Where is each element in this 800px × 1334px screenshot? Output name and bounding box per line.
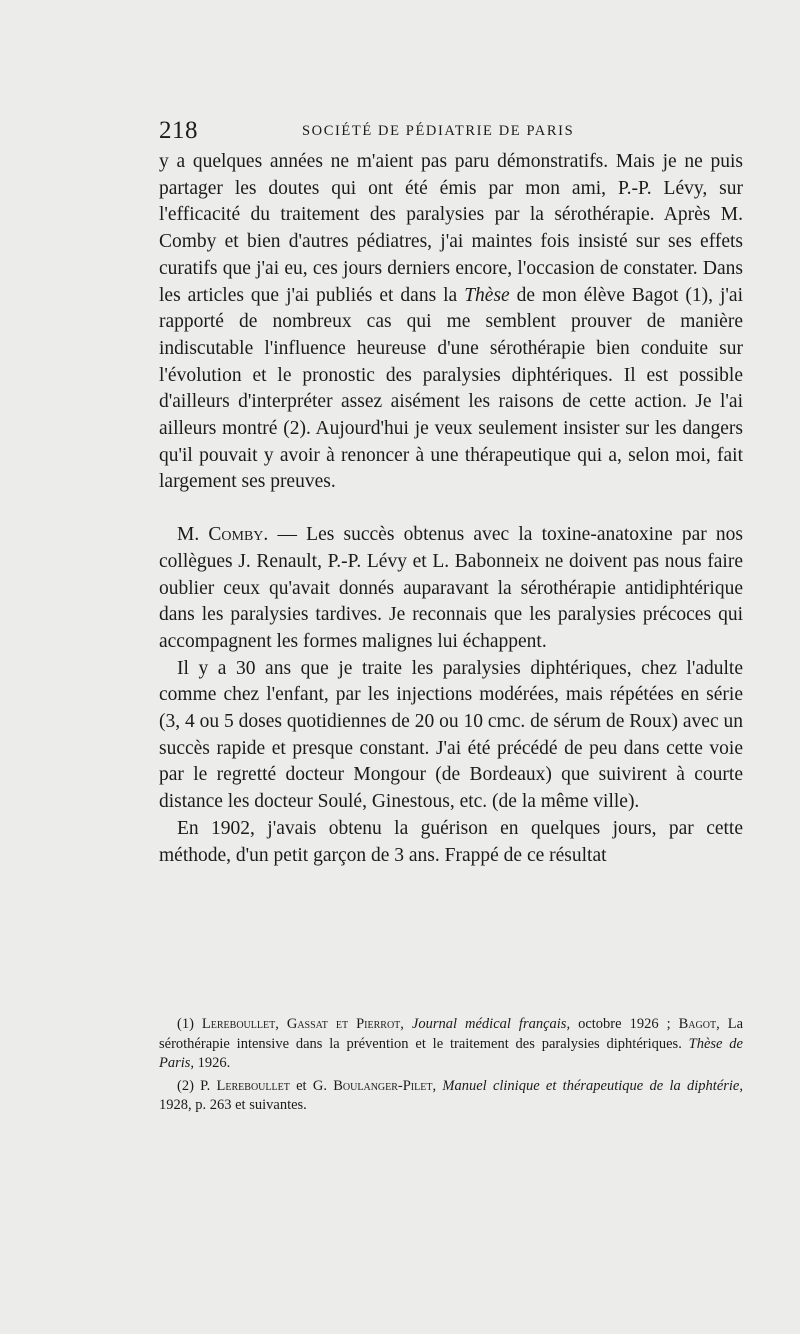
paragraph-3: Il y a 30 ans que je traite les paralysies diphtériques, chez l'adulte comme chez l'enfant, par les injections modérées, mais répétées en série (3, 4 ou 5 doses quotidiennes de 20 ou 10 cmc. de sérum de Roux) avec un succès rapide et presque constant. J'ai été précédé de peu dans cette voie par le regretté docteur Mongour (de Bordeaux) que suivirent à courte distance les docteur Soulé, Ginestous, etc. (de la même ville). (159, 657, 743, 813)
paragraph-4: En 1902, j'avais obtenu la guérison en quelques jours, par cette méthode, d'un petit garçon de 3 ans. Frappé de ce résultat (159, 817, 743, 866)
footnote-2-connector: et G. (289, 1077, 334, 1094)
footnote-2-title: Manuel clinique et thérapeutique de la diphtérie, (436, 1077, 743, 1094)
footnote-2 (159, 1077, 743, 1116)
paragraph-2-text: — Les succès obtenus avec la toxine-anatoxine par nos collègues J. Renault, P.-P. Lévy et L. Babonneix ne doivent pas nous faire oublier ceux qu'avait donnés auparavant la sérothérapie antidiphtérique dans les paralysies tardives. Je reconnais que les paralysies précoces qui accompagnent les formes malignes lui échappent. (159, 524, 743, 652)
paragraph-1-part-a: y a quelques années ne m'aient pas paru démonstratifs. Mais je ne puis partager les doutes qui ont été émis par mon ami, P.-P. Lévy, sur l'efficacité du traitement des paralysies par la sérothérapie. Après M. Comby et bien d'autres pédiatres, j'ai maintes fois insisté sur ses effets curatifs que j'ai eu, ces jours derniers encore, l'occasion de constater. Dans les articles que j'ai publiés et dans la (159, 151, 743, 306)
paragraph-1 (159, 149, 743, 496)
page-number: 218 (159, 117, 198, 144)
footnote-1 (159, 1015, 743, 1074)
thesis-italic: Thèse (464, 284, 510, 306)
footnote-1-year: 1926. (194, 1055, 231, 1071)
footnote-1-date: octobre 1926 ; (570, 1016, 679, 1032)
footnote-2-author-1: Lereboullet (216, 1077, 290, 1094)
footnote-1-marker: (1) (177, 1016, 202, 1032)
footnotes (159, 1015, 743, 1119)
paragraph-1-part-b: de mon élève Bagot (1), j'ai rapporté de nombreux cas qui me semblent prouver de manière indiscutable l'influence heureuse d'une sérothérapie bien conduite sur l'évolution et le pronostic des paralysies diphtériques. Il est possible d'ailleurs d'interpréter assez aisément les raisons de cette action. Je l'ai ailleurs montré (2). Aujourd'hui je veux seulement insister sur les dangers qu'il pouvait y avoir à renoncer à une thérapeutique qui a, selon moi, fait largement ses preuves. (159, 284, 743, 493)
footnote-2-author-2: Boulanger-Pilet, (333, 1077, 437, 1094)
footnote-1-title: La sérothérapie intensive dans la prévention et le traitement des paralysies diphtériques. (159, 1016, 743, 1052)
paragraph-2 (159, 522, 743, 656)
footnote-1-journal: Journal médical français, (403, 1016, 571, 1032)
footnote-2-marker: (2) P. (177, 1077, 217, 1094)
speaker-name: M. Comby. (177, 524, 269, 546)
footnote-1-authors: Lereboullet, Gassat et Pierrot, (201, 1016, 404, 1032)
footnote-1-thesis: Thèse de Paris, (159, 1035, 743, 1071)
running-head: SOCIÉTÉ DE PÉDIATRIE DE PARIS (302, 123, 575, 139)
footnote-2-end: 1928, p. 263 et suivantes. (159, 1097, 307, 1113)
body-text (159, 149, 743, 869)
footnote-1-author-2: Bagot, (678, 1016, 720, 1032)
page-header (159, 116, 743, 146)
